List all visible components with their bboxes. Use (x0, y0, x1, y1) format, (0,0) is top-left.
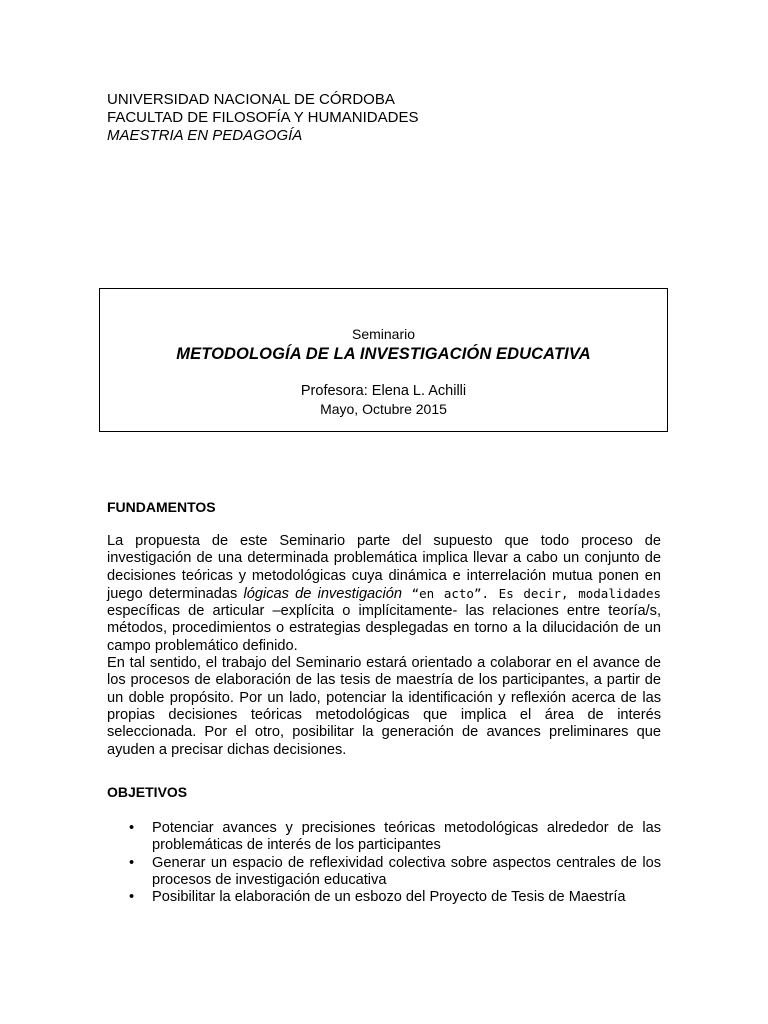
list-item (107, 820, 661, 855)
university-name: UNIVERSIDAD NACIONAL DE CÓRDOBA (107, 91, 395, 108)
objective-text: Generar un espacio de reflexividad colectiva sobre aspectos centrales de los procesos de investigación educativa (152, 854, 661, 888)
objective-text: Posibilitar la elaboración de un esbozo del Proyecto de Tesis de Maestría (152, 889, 626, 906)
list-item (107, 889, 661, 906)
objetivos-heading: OBJETIVOS (107, 784, 188, 800)
bullet-icon: • (129, 820, 135, 836)
bullet-icon: • (129, 854, 135, 871)
list-item (107, 855, 661, 890)
seminar-title: METODOLOGÍA DE LA INVESTIGACIÓN EDUCATIVA (176, 345, 591, 363)
fundamentos-p1-mono: “en acto”. Es decir, modalidades (401, 585, 661, 601)
seminar-title-box (99, 288, 668, 432)
fundamentos-heading: FUNDAMENTOS (107, 499, 216, 515)
fundamentos-p1-text-a: La propuesta de este Seminario parte del supuesto que todo proceso de investigación de una determinada problemática implica llevar a cabo un conjunto de decisiones teóricas y metodológicas cuya dinámica e interrelación mutua ponen en juego determinadas (107, 533, 661, 602)
objetivos-list (107, 820, 661, 906)
professor-name: Profesora: Elena L. Achilli (300, 383, 467, 399)
faculty-name: FACULTAD DE FILOSOFÍA Y HUMANIDADES (107, 109, 419, 126)
fundamentos-p1-text-b: específicas de articular –explícita o implícitamente- las relaciones entre teoría/s, métodos, procedimientos o estrategias desplegadas en torno a la dilucidación de un campo problemático definido. (107, 603, 661, 654)
objective-text: Potenciar avances y precisiones teóricas metodológicas alrededor de las problemáticas de interés de los participantes (152, 820, 661, 854)
seminar-label: Seminario (351, 326, 416, 342)
institution-header (107, 91, 418, 145)
bullet-icon: • (129, 889, 135, 906)
fundamentos-p1-italic: lógicas de investigación (243, 585, 402, 602)
fundamentos-body (107, 533, 661, 759)
fundamentos-paragraph-2: En tal sentido, el trabajo del Seminario estará orientado a colaborar en el avance de los procesos de elaboración de las tesis de maestría de los participantes, a partir de un doble propósito. Por un lado, potenciar la identificación y reflexión acerca de las propias decisiones teóricas metodológicas que implica el área de interés seleccionada. Por el otro, posibilitar la generación de avances preliminares que ayuden a precisar dichas decisiones. (107, 655, 661, 758)
fundamentos-paragraph-1 (107, 533, 661, 655)
program-name: MAESTRIA EN PEDAGOGÍA (107, 127, 303, 144)
seminar-dates: Mayo, Octubre 2015 (320, 401, 447, 417)
